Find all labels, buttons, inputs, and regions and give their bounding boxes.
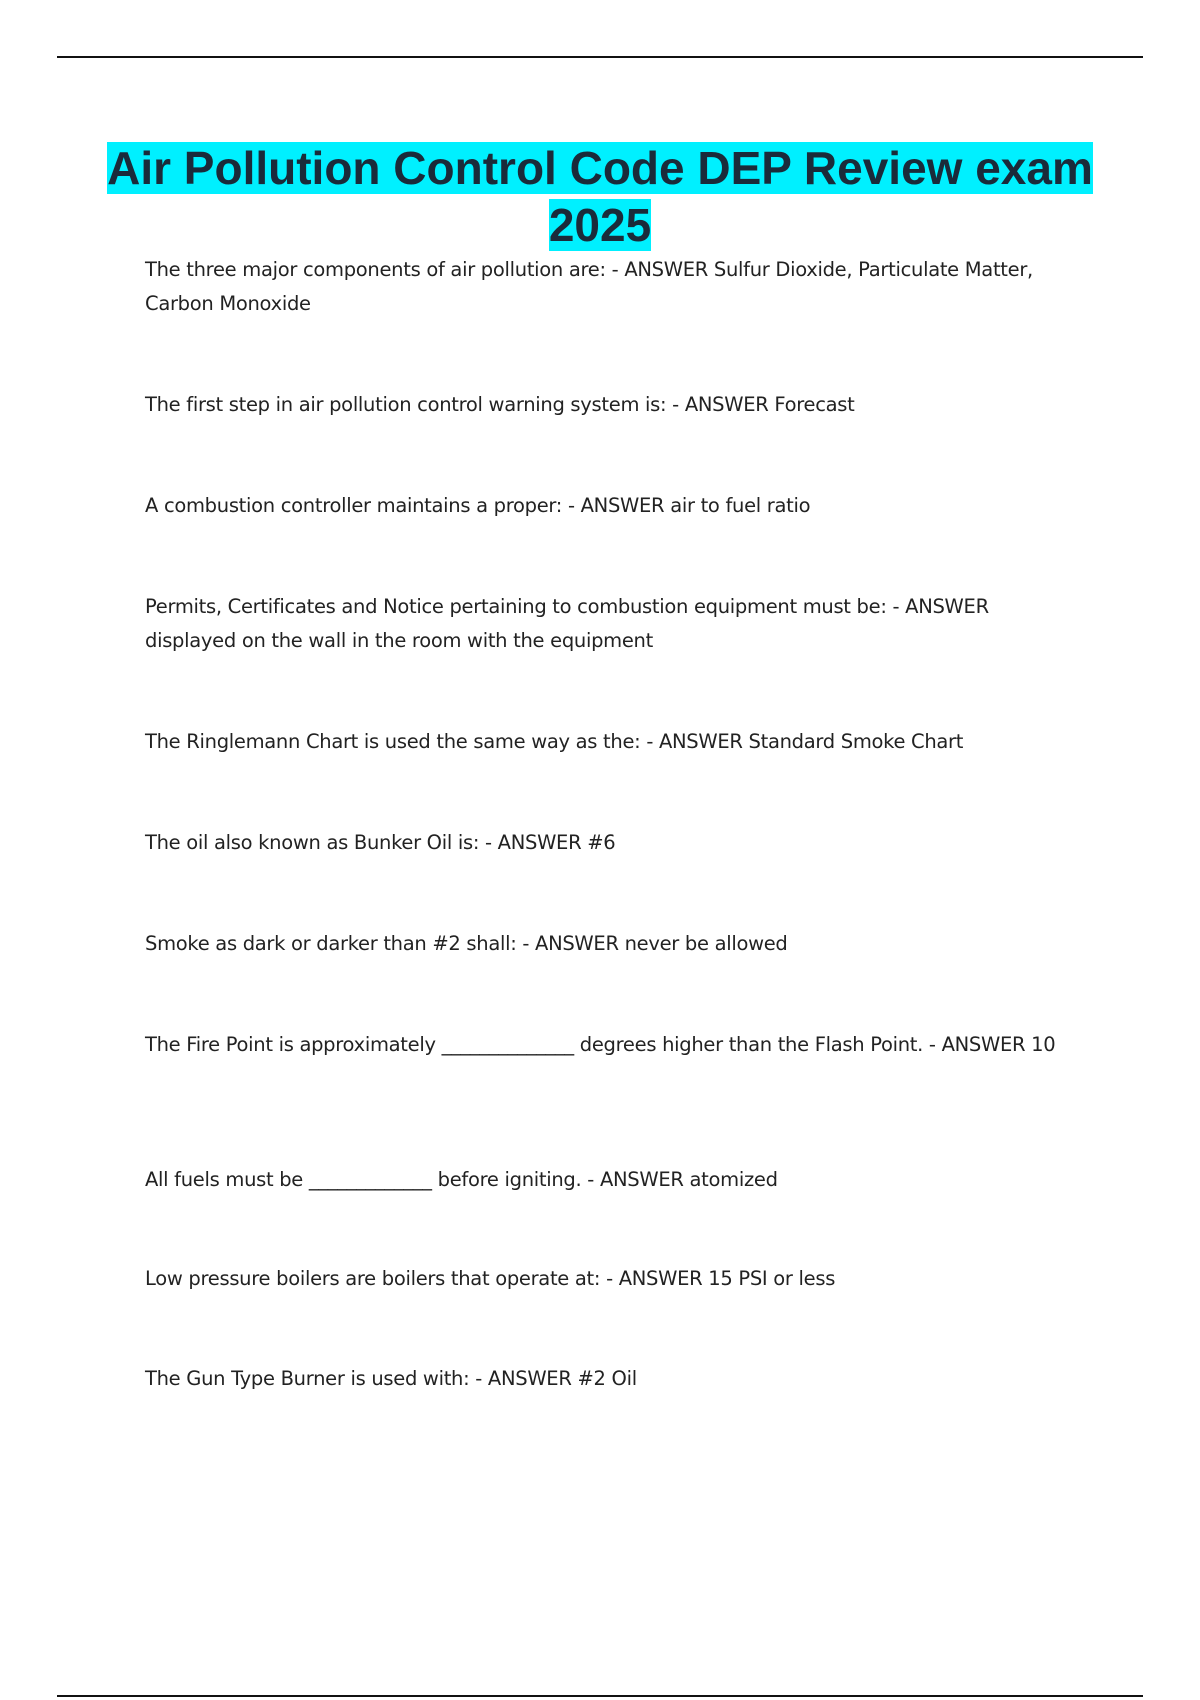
answer-text: air to fuel ratio <box>670 494 811 517</box>
answer-text: #6 <box>587 831 616 854</box>
answer-prefix: ANSWER <box>580 494 665 517</box>
answer-text: never be allowed <box>624 932 788 955</box>
answer-prefix: ANSWER <box>658 730 743 753</box>
qa-item: All fuels must be _____________ before igniting. - ANSWER atomized <box>145 1168 778 1191</box>
question-text: The Gun Type Burner is used with: <box>145 1367 470 1390</box>
question-text: Smoke as dark or darker than #2 shall: <box>145 932 517 955</box>
answer-prefix: ANSWER <box>599 1168 684 1191</box>
qa-item: The three major components of air pollution are: - ANSWER Sulfur Dioxide, Particulate Matter, Carbon Monoxide <box>145 258 1033 315</box>
footer-rule <box>57 1695 1143 1697</box>
question-text: The Fire Point is approximately ______________ degrees higher than the Flash Point. <box>145 1033 924 1056</box>
qa-item: The Gun Type Burner is used with: - ANSWER #2 Oil <box>145 1367 637 1390</box>
answer-text: Standard Smoke Chart <box>748 730 964 753</box>
qa-item: Low pressure boilers are boilers that operate at: - ANSWER 15 PSI or less <box>145 1267 836 1290</box>
answer-prefix: ANSWER <box>905 595 989 618</box>
qa-item: The Fire Point is approximately ______________ degrees higher than the Flash Point. - ANSWER 10 <box>145 1033 1056 1056</box>
qa-item: A combustion controller maintains a proper: - ANSWER air to fuel ratio <box>145 494 811 517</box>
header-rule <box>57 56 1143 58</box>
answer-prefix: ANSWER <box>941 1033 1026 1056</box>
qa-item: The Ringlemann Chart is used the same way as the: - ANSWER Standard Smoke Chart <box>145 730 964 753</box>
answer-text: #2 Oil <box>577 1367 637 1390</box>
answer-prefix: ANSWER <box>684 393 769 416</box>
document-title: Air Pollution Control Code DEP Review exam 2025 <box>107 142 1093 251</box>
answer-text: atomized <box>689 1168 778 1191</box>
answer-prefix: ANSWER <box>618 1267 703 1290</box>
answer-prefix: ANSWER <box>497 831 582 854</box>
answer-prefix: ANSWER <box>487 1367 572 1390</box>
question-text: Permits, Certificates and Notice pertaining to combustion equipment must be: <box>145 595 887 618</box>
answer-text: Forecast <box>774 393 855 416</box>
answer-text: Sulfur Dioxide, Particulate Matter, Carbon Monoxide <box>145 258 1033 315</box>
answer-text: 10 <box>1031 1033 1056 1056</box>
answer-prefix: ANSWER <box>535 932 619 955</box>
answer-prefix: ANSWER <box>624 258 708 281</box>
qa-item: The oil also known as Bunker Oil is: - ANSWER #6 <box>145 831 616 854</box>
question-text: A combustion controller maintains a proper: <box>145 494 563 517</box>
qa-item: Smoke as dark or darker than #2 shall: - ANSWER never be allowed <box>145 932 788 955</box>
question-text: The oil also known as Bunker Oil is: <box>145 831 480 854</box>
title-block <box>100 140 1100 254</box>
question-text: The three major components of air pollution are: <box>145 258 606 281</box>
qa-item: The first step in air pollution control warning system is: - ANSWER Forecast <box>145 393 855 416</box>
answer-text: displayed on the wall in the room with the equipment <box>145 629 653 652</box>
question-text: All fuels must be _____________ before igniting. <box>145 1168 582 1191</box>
question-text: Low pressure boilers are boilers that operate at: <box>145 1267 601 1290</box>
qa-item: Permits, Certificates and Notice pertaining to combustion equipment must be: - ANSWER displayed on the wall in the room with the equipment <box>145 595 989 652</box>
answer-text: 15 PSI or less <box>708 1267 836 1290</box>
question-text: The Ringlemann Chart is used the same way as the: <box>145 730 641 753</box>
question-text: The first step in air pollution control warning system is: <box>145 393 667 416</box>
